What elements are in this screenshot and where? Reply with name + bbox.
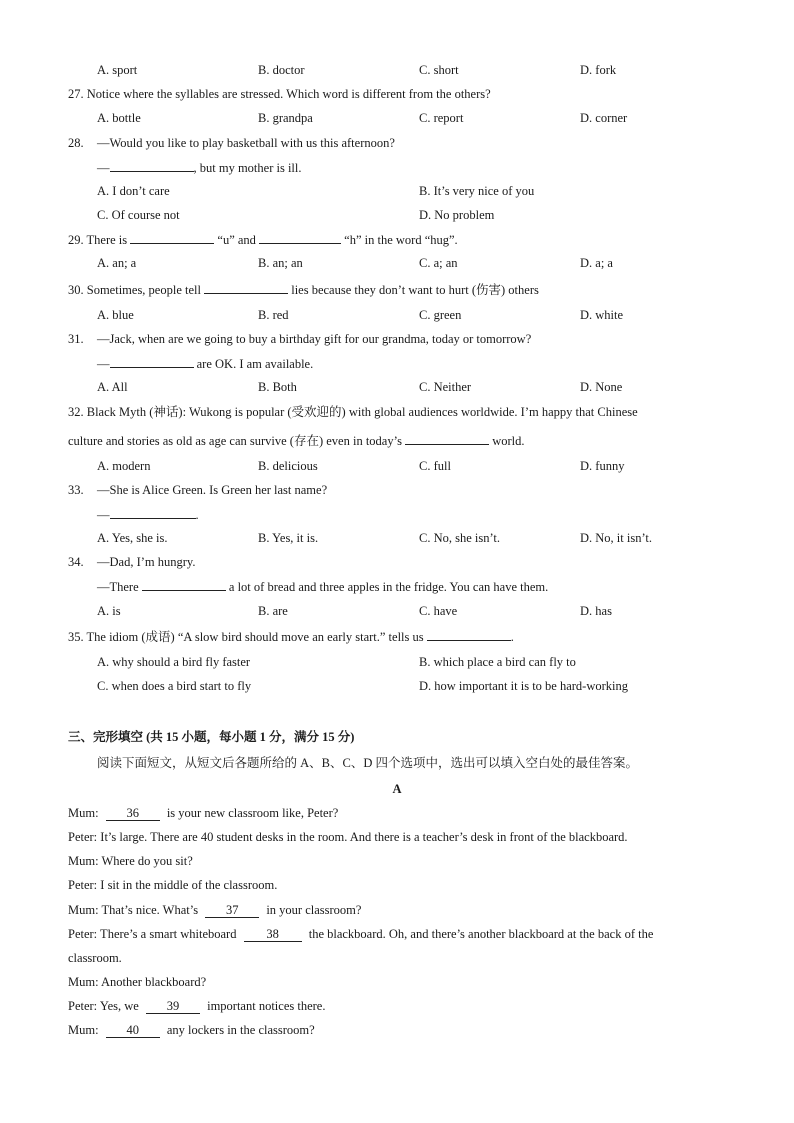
q31-option-c: C. Neither [419, 380, 472, 394]
q30-answer-blank[interactable] [204, 281, 288, 294]
section-heading: 三、完形填空 (共 15 小题，每小题 1 分，满分 15 分) [68, 730, 355, 744]
q33-number: 33. [68, 483, 84, 497]
q35-option-b: B. which place a bird can fly to [419, 655, 576, 669]
q26-option-c: C. short [419, 63, 459, 77]
q32-line1: 32. Black Myth (神话): Wukong is popular (受欢迎的) with global audiences worldwide. I’m happy that Chinese [68, 405, 638, 419]
dialogue-line-1-text: is your new classroom like, Peter? [166, 806, 339, 820]
dialogue-line-9 [68, 1022, 315, 1038]
dialogue-line-8 [68, 998, 325, 1014]
q27-option-b: B. grandpa [258, 111, 313, 125]
passage-label: A [392, 782, 402, 796]
q26-option-a: A. sport [97, 63, 138, 77]
q32-option-b: B. delicious [258, 459, 318, 473]
q34-line2 [97, 578, 548, 595]
q35-period: . [510, 630, 514, 644]
q26-option-b: B. doctor [258, 63, 305, 77]
dialogue-line-5-post: in your classroom? [266, 903, 362, 917]
q33-answer-blank[interactable] [110, 506, 196, 519]
q29-answer-blank-1[interactable] [130, 231, 214, 244]
q33-option-d: D. No, it isn’t. [580, 531, 652, 545]
dialogue-line-6-post: the blackboard. Oh, and there’s another blackboard at the back of the [308, 927, 654, 941]
blank-37[interactable]: 37 [205, 903, 259, 918]
blank-40[interactable]: 40 [106, 1023, 160, 1038]
q28-line2 [97, 159, 301, 176]
q31-option-d: D. None [580, 380, 623, 394]
q35-option-d: D. how important it is to be hard-working [419, 679, 628, 693]
q34-text-post: a lot of bread and three apples in the fridge. You can have them. [228, 580, 549, 594]
q26-option-d: D. fork [580, 63, 617, 77]
speaker-mum: Mum: [68, 806, 99, 820]
q30-stem [68, 281, 539, 298]
q31-line2-text: are OK. I am available. [196, 357, 314, 371]
q33-option-c: C. No, she isn’t. [419, 531, 501, 545]
q30-text-post: lies because they don’t want to hurt (伤害) others [291, 283, 539, 297]
q27-option-a: A. bottle [97, 111, 141, 125]
q31-answer-blank[interactable] [110, 355, 194, 368]
q28-option-d: D. No problem [419, 208, 495, 222]
q29-option-d: D. a; a [580, 256, 613, 270]
q31-option-b: B. Both [258, 380, 297, 394]
q29-option-c: C. a; an [419, 256, 458, 270]
q34-option-c: C. have [419, 604, 458, 618]
dialogue-line-6-cont: classroom. [68, 951, 122, 965]
q28-option-b: B. It’s very nice of you [419, 184, 535, 198]
q31-line2 [97, 355, 313, 372]
q33-dash: — [97, 508, 110, 522]
q32-text-post: world. [492, 434, 525, 448]
q27-option-c: C. report [419, 111, 464, 125]
q31-option-a: A. All [97, 380, 128, 394]
q28-dash: — [97, 161, 110, 175]
q33-option-a: A. Yes, she is. [97, 531, 168, 545]
q29-stem [68, 231, 458, 248]
section-instruction: 阅读下面短文，从短文后各题所给的 A、B、C、D 四个选项中，选出可以填入空白处的最佳答案。 [97, 756, 638, 770]
q28-option-a: A. I don’t care [97, 184, 170, 198]
q32-line2 [68, 432, 524, 449]
dialogue-line-3: Mum: Where do you sit? [68, 854, 193, 868]
q29-option-b: B. an; an [258, 256, 303, 270]
q35-answer-blank[interactable] [427, 628, 511, 641]
q35-option-a: A. why should a bird fly faster [97, 655, 251, 669]
q33-line1: —She is Alice Green. Is Green her last name? [97, 483, 328, 497]
q31-number: 31. [68, 332, 84, 346]
q34-option-a: A. is [97, 604, 121, 618]
q35-stem [68, 628, 514, 645]
dialogue-line-4: Peter: I sit in the middle of the classroom. [68, 878, 278, 892]
q30-text-pre: 30. Sometimes, people tell [68, 283, 201, 297]
q34-option-b: B. are [258, 604, 288, 618]
blank-39[interactable]: 39 [146, 999, 200, 1014]
dialogue-line-2: Peter: It’s large. There are 40 student desks in the room. And there is a teacher’s desk in front of the blackboard. [68, 830, 628, 844]
q29-text-pre: 29. There is [68, 233, 128, 247]
q34-answer-blank[interactable] [142, 578, 226, 591]
blank-36[interactable]: 36 [106, 806, 160, 821]
blank-38[interactable]: 38 [244, 927, 302, 942]
dialogue-line-5 [68, 902, 361, 918]
q30-option-c: C. green [419, 308, 462, 322]
q32-answer-blank[interactable] [405, 432, 489, 445]
q28-number: 28. [68, 136, 84, 150]
q27-stem: 27. Notice where the syllables are stressed. Which word is different from the others? [68, 87, 491, 101]
q33-option-b: B. Yes, it is. [258, 531, 319, 545]
q34-number: 34. [68, 555, 84, 569]
dialogue-line-1 [68, 805, 338, 821]
dialogue-line-8-post: important notices there. [207, 999, 326, 1013]
q33-period: . [195, 508, 199, 522]
dialogue-line-7: Mum: Another blackboard? [68, 975, 207, 989]
q32-option-a: A. modern [97, 459, 151, 473]
dialogue-line-9-post: any lockers in the classroom? [166, 1023, 315, 1037]
dialogue-line-5-pre: Mum: That’s nice. What’s [68, 903, 199, 917]
q28-answer-blank[interactable] [110, 159, 194, 172]
q32-option-d: D. funny [580, 459, 625, 473]
q33-line2 [97, 506, 199, 523]
q30-option-a: A. blue [97, 308, 134, 322]
q29-text-post: “h” in the word “hug”. [344, 233, 458, 247]
dialogue-line-8-pre: Peter: Yes, we [68, 999, 139, 1013]
q28-line2-text: , but my mother is ill. [193, 161, 302, 175]
q29-text-mid: “u” and [217, 233, 256, 247]
q28-option-c: C. Of course not [97, 208, 180, 222]
q28-line1: —Would you like to play basketball with us this afternoon? [97, 136, 395, 150]
q35-option-c: C. when does a bird start to fly [97, 679, 252, 693]
q34-option-d: D. has [580, 604, 612, 618]
q32-option-c: C. full [419, 459, 451, 473]
q35-text-pre: 35. The idiom (成语) “A slow bird should move an early start.” tells us [68, 630, 424, 644]
dialogue-line-9-pre: Mum: [68, 1023, 99, 1037]
q29-answer-blank-2[interactable] [259, 231, 341, 244]
q30-option-d: D. white [580, 308, 624, 322]
q29-option-a: A. an; a [97, 256, 137, 270]
dialogue-line-6-pre: Peter: There’s a smart whiteboard [68, 927, 237, 941]
q34-line1: —Dad, I’m hungry. [97, 555, 196, 569]
dialogue-line-6 [68, 926, 653, 942]
q32-text-pre: culture and stories as old as age can survive (存在) even in today’s [68, 434, 402, 448]
q27-option-d: D. corner [580, 111, 628, 125]
q31-dash: — [97, 357, 110, 371]
q30-option-b: B. red [258, 308, 289, 322]
q34-text-pre: —There [97, 580, 139, 594]
q31-line1: —Jack, when are we going to buy a birthday gift for our grandma, today or tomorrow? [97, 332, 532, 346]
